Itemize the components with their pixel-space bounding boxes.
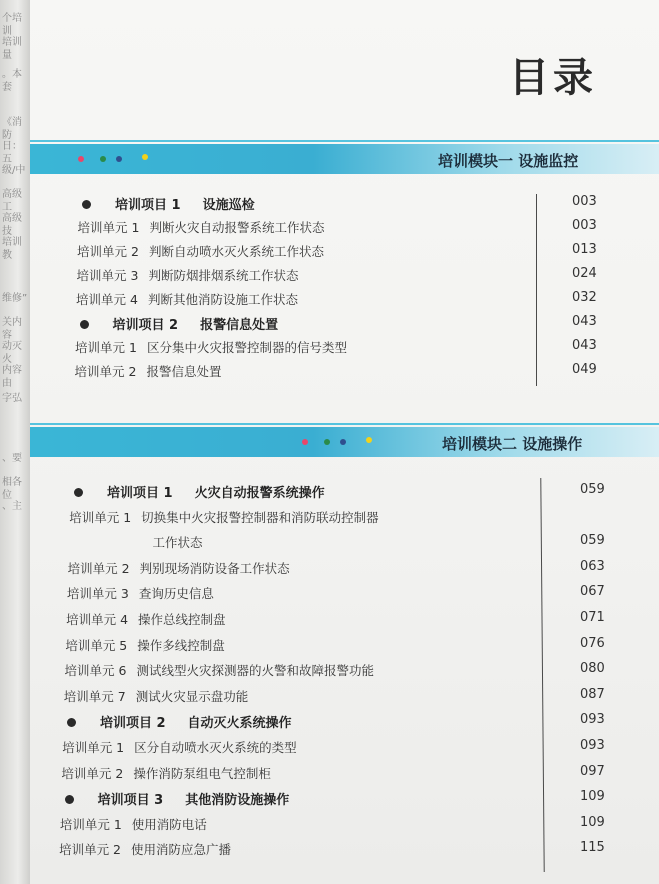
toc-unit-row[interactable] — [60, 815, 207, 833]
page-number-separator — [536, 194, 537, 386]
toc-unit-row[interactable] — [75, 338, 347, 356]
unit-number: 培训单元 3 — [76, 268, 139, 283]
project-number: 培训项目 3 — [97, 793, 164, 809]
project-number: 培训项目 2 — [99, 716, 166, 732]
page-number: 059 — [580, 482, 605, 497]
entry-title: 判断其他消防设施工作状态 — [147, 292, 298, 307]
entry-title: 报警信息处置 — [200, 318, 279, 333]
entry-title: 切换集中火灾报警控制器和消防联动控制器 — [141, 509, 379, 525]
page-number: 071 — [580, 610, 605, 625]
page-number: 003 — [572, 218, 597, 233]
unit-number: 培训单元 2 — [74, 364, 137, 379]
entry-title: 火灾自动报警系统操作 — [194, 486, 325, 501]
adjacent-page-text: 高级技 — [2, 213, 22, 237]
toc-unit-row[interactable] — [62, 738, 296, 756]
toc-unit-row[interactable] — [65, 636, 224, 654]
adjacent-page-text: 、主 — [2, 501, 22, 512]
bullet-icon — [65, 795, 74, 804]
module-title-1: 培训模块一 设施监控 — [438, 152, 579, 170]
module-band-2 — [30, 427, 659, 457]
entry-title: 测试火灾显示盘功能 — [135, 688, 249, 704]
page-number: 080 — [580, 661, 605, 677]
page-number: 043 — [572, 314, 597, 329]
entry-title: 报警信息处置 — [146, 364, 222, 379]
page-number: 059 — [580, 533, 605, 549]
entry-title: 区分集中火灾报警控制器的信号类型 — [146, 340, 347, 355]
toc-unit-row[interactable] — [78, 218, 325, 236]
page-number: 032 — [572, 290, 597, 305]
project-number: 培训项目 1 — [107, 486, 173, 501]
unit-number: 培训单元 2 — [77, 244, 139, 259]
band-dot — [116, 156, 122, 162]
adjacent-page-edge — [0, 0, 30, 884]
entry-title: 其他消防设施操作 — [185, 793, 290, 809]
band-dot — [302, 439, 308, 445]
page-number-separator — [540, 478, 544, 872]
band-dot — [366, 437, 372, 443]
toc-unit-row[interactable] — [77, 242, 324, 260]
page-number: 043 — [572, 338, 597, 353]
adjacent-page-text: 培训教 — [2, 237, 22, 261]
page-number: 109 — [580, 814, 605, 830]
toc-unit-row[interactable] — [76, 290, 298, 308]
adjacent-page-text: 《消防 — [2, 117, 22, 141]
module-title-2: 培训模块二 设施操作 — [442, 435, 583, 453]
adjacent-page-text: 高级工 — [2, 189, 22, 213]
bullet-icon — [67, 718, 76, 727]
toc-unit-row[interactable] — [64, 687, 248, 705]
toc-unit-row[interactable] — [67, 584, 214, 602]
page-number: 115 — [580, 840, 605, 856]
entry-title: 判断防烟排烟系统工作状态 — [148, 268, 299, 283]
unit-number: 培训单元 5 — [65, 637, 128, 653]
entry-title: 设施巡检 — [202, 198, 255, 213]
entry-title: 判别现场消防设备工作状态 — [139, 560, 290, 576]
project-number: 培训项目 2 — [112, 318, 179, 333]
toc-unit-row[interactable] — [68, 559, 290, 577]
page-number: 013 — [572, 242, 597, 257]
page-number: 097 — [580, 763, 605, 779]
unit-number: 培训单元 2 — [67, 560, 130, 576]
toc-project-row[interactable] — [82, 194, 255, 213]
toc-unit-row[interactable] — [68, 533, 202, 551]
toc-unit-row[interactable] — [66, 610, 225, 628]
unit-number: 培训单元 6 — [64, 663, 127, 679]
toc-unit-row[interactable] — [61, 764, 270, 782]
module-band-1 — [30, 144, 659, 174]
unit-number: 培训单元 3 — [66, 586, 129, 602]
unit-number: 培训单元 2 — [61, 765, 124, 781]
adjacent-page-text: 级/中 — [2, 165, 26, 176]
adjacent-page-text: 内容由 — [2, 365, 22, 389]
entry-title: 判断自动喷水灭火系统工作状态 — [148, 244, 324, 259]
page-title: 目录 — [509, 54, 597, 101]
unit-number: 培训单元 1 — [62, 740, 125, 755]
page-number: 049 — [572, 362, 597, 377]
entry-title: 自动灭火系统操作 — [187, 716, 292, 732]
band-dot — [142, 154, 148, 160]
unit-number: 培训单元 4 — [66, 612, 129, 627]
toc-page — [30, 0, 659, 884]
unit-number: 培训单元 2 — [59, 842, 122, 858]
bullet-icon — [80, 320, 89, 329]
entry-title: 操作多线控制盘 — [137, 637, 225, 653]
page-number: 024 — [572, 266, 597, 281]
entry-title: 查询历史信息 — [138, 586, 214, 602]
bullet-icon — [74, 488, 83, 497]
unit-number: 培训单元 4 — [76, 292, 138, 307]
band-accent-line — [30, 423, 659, 425]
page-number: 087 — [580, 686, 605, 702]
entry-title: 使用消防电话 — [131, 816, 207, 832]
page-number: 067 — [580, 584, 605, 600]
adjacent-page-text: 维修” — [2, 293, 28, 304]
entry-title: 操作消防泵组电气控制柜 — [133, 765, 271, 781]
band-dot — [324, 439, 330, 445]
band-accent-line — [30, 140, 659, 142]
adjacent-page-text: 培训量 — [2, 37, 22, 61]
band-dot — [340, 439, 346, 445]
page-number: 109 — [580, 789, 605, 805]
project-number: 培训项目 1 — [115, 198, 181, 213]
adjacent-page-text: 关内容 — [2, 317, 22, 341]
bullet-icon — [82, 200, 91, 209]
toc-unit-row[interactable] — [75, 362, 222, 380]
toc-project-row[interactable] — [65, 789, 290, 808]
toc-unit-row[interactable] — [65, 661, 374, 679]
page-number: 003 — [572, 194, 597, 209]
adjacent-page-text: 。本套 — [2, 69, 22, 93]
entry-title: 使用消防应急广播 — [131, 842, 232, 858]
unit-number: 培训单元 1 — [69, 509, 132, 525]
band-dot — [78, 156, 84, 162]
toc-unit-row[interactable] — [69, 508, 378, 526]
unit-number: 培训单元 1 — [75, 340, 137, 355]
page-number: 093 — [580, 738, 605, 753]
toc-unit-row[interactable] — [59, 840, 231, 858]
toc-unit-row[interactable] — [77, 266, 299, 284]
toc-project-row[interactable] — [67, 712, 292, 731]
entry-title: 判断火灾自动报警系统工作状态 — [149, 220, 325, 235]
adjacent-page-text: 个培训 — [2, 13, 22, 37]
entry-title: 操作总线控制盘 — [138, 612, 226, 627]
unit-number: 培训单元 1 — [77, 220, 140, 235]
page-number: 076 — [580, 635, 605, 651]
toc-project-row[interactable] — [74, 482, 325, 501]
unit-number: 培训单元 1 — [59, 816, 122, 832]
adjacent-page-text: 相各位 — [2, 477, 22, 501]
band-dot — [100, 156, 106, 162]
adjacent-page-text: 日：五 — [2, 141, 22, 165]
adjacent-page-text: 、要 — [2, 453, 22, 464]
entry-title: 工作状态 — [152, 535, 203, 551]
adjacent-page-text: 动灭火 — [2, 341, 22, 365]
adjacent-page-text: 字弘 — [2, 393, 22, 404]
page-number: 093 — [580, 712, 605, 728]
entry-title: 测试线型火灾探测器的火警和故障报警功能 — [136, 663, 374, 679]
entry-title: 区分自动喷水灭火系统的类型 — [134, 740, 297, 755]
toc-project-row[interactable] — [80, 314, 279, 333]
unit-number: 培训单元 7 — [63, 688, 126, 704]
page-number: 063 — [580, 558, 605, 574]
